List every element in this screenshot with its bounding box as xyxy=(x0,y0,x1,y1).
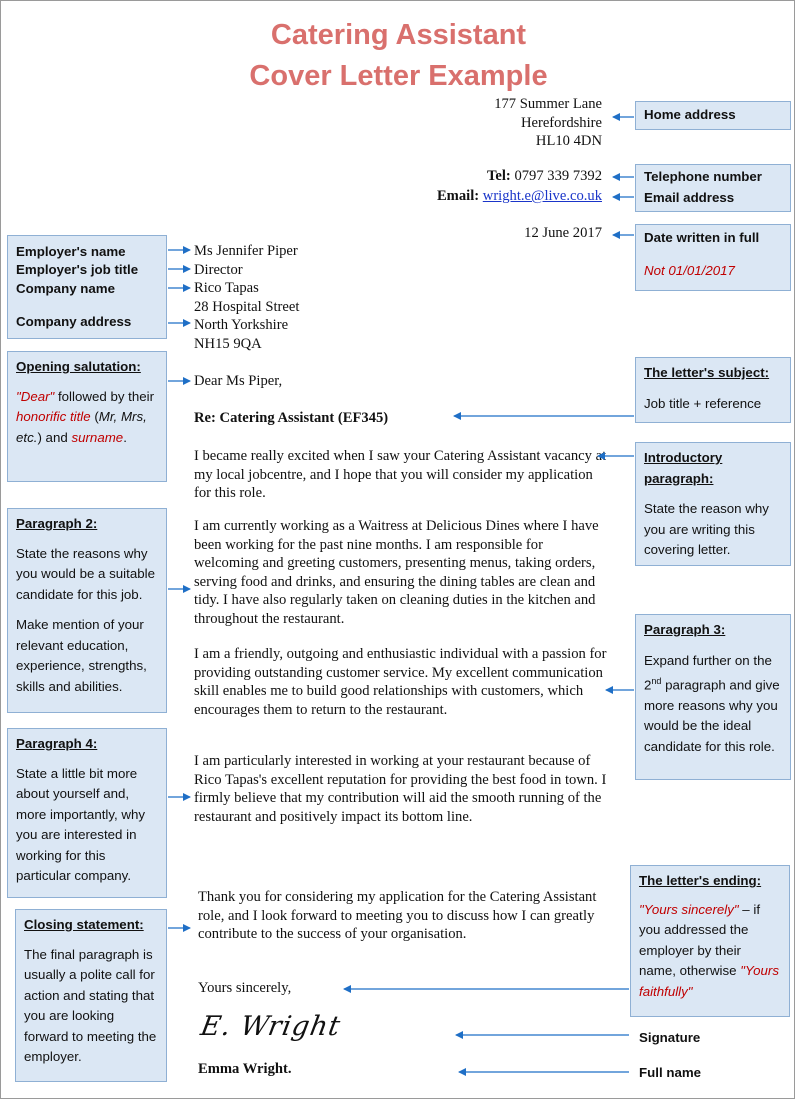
email-label: Email: xyxy=(436,188,480,204)
annotation-home-address: Home address xyxy=(635,101,791,130)
subject-line: Re: Catering Assistant (EF345) xyxy=(194,410,389,426)
annotation-salutation: Opening salutation: "Dear" followed by their honorific title (Mr, Mrs, etc.) and surname. xyxy=(7,351,167,482)
annotation-paragraph-2: Paragraph 2: State the reasons why you would be a suitable candidate for this job. Make mention of your relevant education, experience, strengths, skills and abilities. xyxy=(7,508,167,713)
sender-telephone xyxy=(487,167,602,186)
annotation-employer: Employer's name Employer's job title Company name Company address xyxy=(7,235,167,339)
paragraph-5: Thank you for considering my application for the Catering Assistant role, and I look forward to meeting you to discuss how I can greatly contribute to the success of your organisation. xyxy=(198,889,597,943)
address-line: 177 Summer Lane xyxy=(494,96,602,112)
annotation-date: Date written in full Not 01/01/2017 xyxy=(635,224,791,291)
annotation-telephone: Telephone number xyxy=(644,169,762,184)
paragraph-3: I am a friendly, outgoing and enthusiastic individual with a passion for providing outstanding customer service. My excellent communication skill enables me to build good relationships with customers, which encourages them to return to the restaurant. xyxy=(194,646,607,718)
letter-date: 12 June 2017 xyxy=(524,225,602,241)
paragraph-4: I am particularly interested in working at your restaurant because of Rico Tapas's excellent reputation for providing the best food in town. I firmly believe that my contribution will aid the smooth running of the restaurant and positively impact its bottom line. xyxy=(194,753,607,825)
annotation-signature-fullname xyxy=(630,1021,790,1093)
full-name: Emma Wright. xyxy=(198,1061,292,1077)
recipient-company: Rico Tapas xyxy=(194,280,259,297)
annotation-intro-paragraph: Introductory paragraph: State the reason why you are writing this covering letter. xyxy=(635,442,791,566)
address-line: HL10 4DN xyxy=(535,133,602,150)
annotation-email: Email address xyxy=(644,189,735,205)
recipient-title: Director xyxy=(194,261,243,278)
recipient-county: North Yorkshire xyxy=(194,317,289,334)
paragraph-2: I am currently working as a Waitress at Delicious Dines where I have been working for the past nine months. I am responsible for welcoming and greeting customers, presenting menus, taking orders, serving food and drinks, and ensuring the dining tables are clean and tidy. I have also regularly taken on cleaning duties in the kitchen and throughout the restaurant. xyxy=(194,518,599,627)
email-link[interactable]: wright.e@live.co.uk xyxy=(482,188,602,204)
tel-label: Tel: xyxy=(486,168,511,184)
annotation-signature: Signature xyxy=(639,1030,701,1045)
paragraph-1: I became really excited when I saw your Catering Assistant vacancy at my local jobcentre, and I hope that you will consider my application for this role. xyxy=(194,448,607,502)
annotation-letter-ending: The letter's ending: "Yours sincerely" – if you addressed the employer by their name, otherwise "Yours faithfully" xyxy=(630,865,790,1017)
title-line-2: Cover Letter Example xyxy=(249,60,548,92)
title-line-1: Catering Assistant xyxy=(270,19,527,51)
sender-address xyxy=(494,95,602,151)
salutation: Dear Ms Piper, xyxy=(194,373,283,389)
date-note: Not 01/01/2017 xyxy=(644,262,735,278)
tel-value: 0797 339 7392 xyxy=(514,168,602,184)
address-line: Herefordshire xyxy=(520,114,602,131)
annotation-paragraph-3: Paragraph 3: Expand further on the 2nd paragraph and give more reasons why you would be the ideal candidate for this role. xyxy=(635,614,791,780)
page-title xyxy=(1,15,795,97)
annotation-full-name: Full name xyxy=(639,1064,702,1080)
recipient-address xyxy=(194,242,299,354)
annotation-closing-statement: Closing statement: The final paragraph is usually a polite call for action and stating that you are looking forward to meeting the employer. xyxy=(15,909,167,1082)
annotation-contact xyxy=(635,164,791,212)
recipient-street: 28 Hospital Street xyxy=(194,298,300,315)
recipient-name: Ms Jennifer Piper xyxy=(194,243,298,259)
recipient-postcode: NH15 9QA xyxy=(194,335,262,352)
annotation-subject: The letter's subject: Job title + reference xyxy=(635,357,791,423)
sender-email xyxy=(437,187,602,206)
annotation-paragraph-4: Paragraph 4: State a little bit more about yourself and, more importantly, why you are interested in working for this particular company. xyxy=(7,728,167,898)
signature-image: E. Wright xyxy=(198,1011,344,1042)
closing-phrase: Yours sincerely, xyxy=(198,980,292,996)
